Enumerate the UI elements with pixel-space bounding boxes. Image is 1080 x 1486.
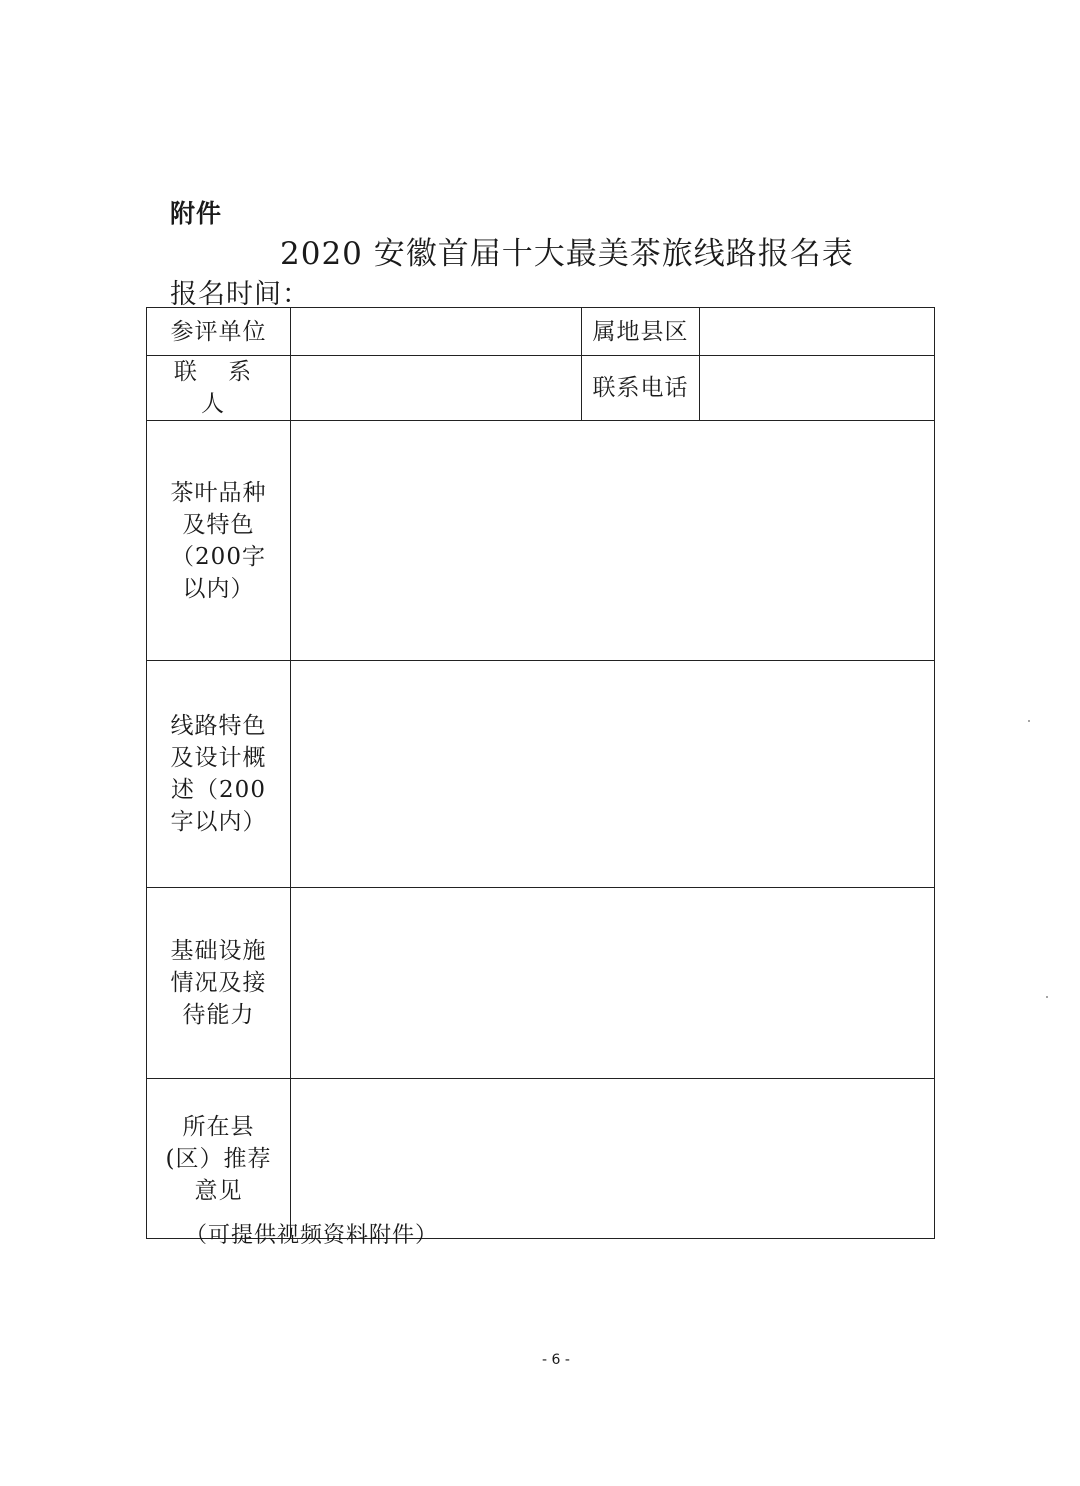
route-features-label-cell bbox=[147, 661, 291, 888]
county-district-field[interactable] bbox=[700, 308, 935, 356]
route-features-field[interactable] bbox=[291, 661, 935, 888]
attachment-label: 附件 bbox=[170, 199, 223, 228]
county-recommendation-label-cell bbox=[147, 1079, 291, 1239]
tea-variety-field[interactable] bbox=[291, 421, 935, 661]
tea-variety-label: 茶叶品种及特色（200字以内） bbox=[170, 479, 267, 602]
registration-time-label: 报名时间： bbox=[170, 279, 310, 310]
form-row-route-features bbox=[147, 661, 935, 888]
form-row-tea-variety bbox=[147, 421, 935, 661]
registration-form-table bbox=[146, 307, 935, 1239]
infrastructure-label-cell bbox=[147, 888, 291, 1079]
county-recommendation-field[interactable] bbox=[291, 1079, 935, 1239]
route-features-label: 线路特色及设计概述（200字以内） bbox=[170, 713, 267, 835]
contact-person-label: 联 系 人 bbox=[147, 356, 291, 421]
form-row-county-recommendation bbox=[147, 1079, 935, 1239]
participating-unit-label: 参评单位 bbox=[147, 308, 291, 356]
contact-person-field[interactable] bbox=[291, 356, 582, 421]
tea-variety-label-cell bbox=[147, 421, 291, 661]
county-recommendation-label: 所在县(区）推荐意见 bbox=[165, 1113, 272, 1204]
infrastructure-label: 基础设施情况及接待能力 bbox=[170, 938, 267, 1028]
participating-unit-field[interactable] bbox=[291, 308, 582, 356]
form-row-infrastructure bbox=[147, 888, 935, 1079]
scan-speck bbox=[1046, 996, 1048, 998]
form-row-unit bbox=[147, 308, 935, 356]
page-title: 2020 安徽首届十大最美茶旅线路报名表 bbox=[280, 236, 854, 272]
infrastructure-field[interactable] bbox=[291, 888, 935, 1079]
contact-phone-label: 联系电话 bbox=[582, 356, 700, 421]
page-number: - 6 - bbox=[542, 1352, 570, 1368]
scan-speck bbox=[1028, 720, 1030, 722]
form-row-contact bbox=[147, 356, 935, 421]
video-attachment-note: （可提供视频资料附件） bbox=[185, 1223, 439, 1248]
county-district-label: 属地县区 bbox=[582, 308, 700, 356]
contact-phone-field[interactable] bbox=[700, 356, 935, 421]
